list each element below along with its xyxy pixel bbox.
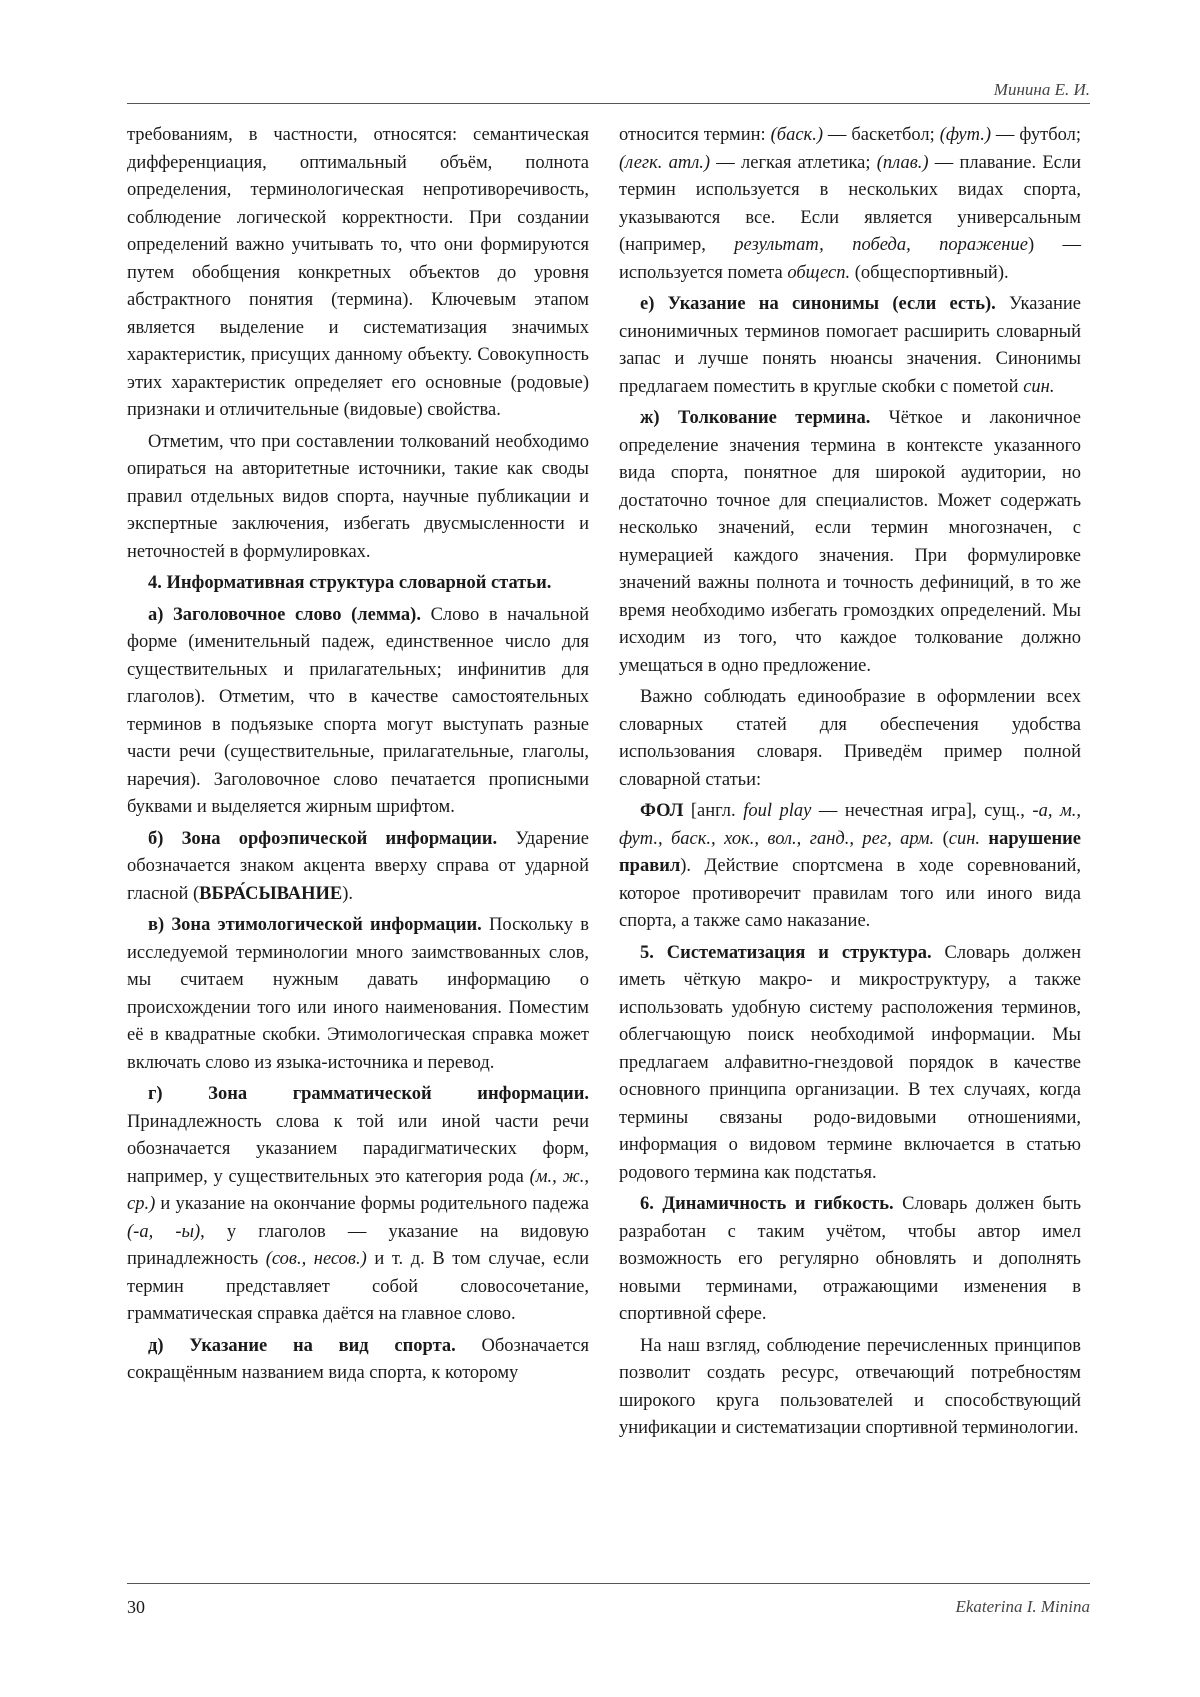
paragraph-section-5: [619, 940, 1081, 1188]
paragraph-text: — легкая атлетика;: [710, 152, 877, 173]
italic-mark: (баск.): [770, 125, 823, 145]
subsection-title: б) Зона орфоэпической информации.: [148, 828, 498, 849]
paragraph-text: ).: [342, 883, 354, 904]
right-column: [619, 122, 1081, 1447]
paragraph-text: относится термин:: [619, 125, 771, 145]
dictionary-entry-example: [619, 798, 1081, 936]
italic-mark: (плав.): [876, 152, 929, 173]
paragraph-text: — баскетбол;: [823, 125, 940, 145]
italic-mark: -а, м., фут., баск., хок., вол., ганд., рег, арм.: [619, 801, 1082, 849]
section-title: 4. Информативная структура словарной статьи.: [148, 573, 552, 593]
paragraph-text: и т. д. В том случае, если термин представляет собой словосочетание, грамматическая справка даётся на главное слово.: [127, 1249, 589, 1324]
paragraph-text: Словарь должен быть разработан с таким учётом, чтобы автор имел возможность его регулярно обновлять и дополнять новыми терминами, отражающими изменения в спортивной сфере.: [619, 1194, 1082, 1324]
paragraph: На наш взгляд, соблюдение перечисленных принципов позволит создать ресурс, отвечающий потребностям широкого круга пользователей и способствующий унификации и систематизации спортивной терминологии.: [619, 1335, 1081, 1438]
page-number: 30: [127, 1597, 145, 1617]
italic-mark: (сов., несов.): [265, 1249, 367, 1269]
paragraph-text: (: [934, 828, 949, 849]
italic-mark: (легк. атл.): [619, 152, 711, 173]
paragraph-text: Чёткое и лаконичное определение значения термина в контексте указанного вида спорта, понятное для широкой аудитории, но достаточно точное для специалистов. Может содержать несколько значений, если термин многозначен, с нумерацией каждого значения. При формулировке значений важны полнота и точность дефиниций, в то же время необходимо избегать громоздких определений. Мы исходим из того, что каждое толкование должно умещаться в одно предложение.: [619, 408, 1082, 676]
paragraph-grammar: [127, 1081, 589, 1329]
paragraph-text: — футбол;: [991, 125, 1082, 145]
left-column: [127, 122, 589, 1392]
paragraph-section-6: [619, 1191, 1081, 1329]
subsection-title: г) Зона грамматической информации.: [148, 1084, 589, 1104]
paragraph-etymology: [127, 912, 589, 1077]
paragraph-orthoepic: [127, 826, 589, 909]
example-term: ВБРА́СЫВАНИЕ: [199, 883, 343, 904]
section-heading-4: [127, 570, 589, 598]
section-title: 6. Динамичность и гибкость.: [640, 1194, 894, 1214]
paragraph-text: и указание на окончание формы родительного падежа: [155, 1194, 589, 1214]
italic-mark: результат, победа, поражение: [734, 235, 1028, 255]
paragraph-text: Обозначается сокращённым названием вида спорта, к которому: [127, 1335, 589, 1383]
italic-mark: (-а, -ы): [127, 1221, 201, 1242]
paragraph-text: ) — используется помета: [619, 235, 1082, 283]
italic-mark: син.: [1023, 376, 1055, 397]
subsection-title: е) Указание на синонимы (если есть).: [640, 294, 996, 314]
paragraph-text: Указание синонимичных терминов помогает расширить словарный запас и лучше понять нюансы значения. Синонимы предлагаем поместить в круглые скобки с пометой: [619, 294, 1081, 397]
paragraph-text: — плавание. Если термин используется в нескольких видах спорта, указываются все. Если является универсальным (например,: [619, 152, 1082, 255]
section-title: 5. Систематизация и структура.: [640, 942, 932, 963]
paragraph-text: Поскольку в исследуемой терминологии много заимствованных слов, мы считаем нужным давать информацию о происхождении того или иного наименования. Поместим её в квадратные скобки. Этимологическая справка может включать слово из языка-источника и перевод.: [127, 915, 590, 1073]
paragraph-text: Словарь должен иметь чёткую макро- и микроструктуру, а также использовать удобную систему расположения терминов, облегчающую поиск необходимой информации. Мы предлагаем алфавитно-гнездовой порядок в качестве основного принципа организации. В тех случаях, когда термины связаны родо-видовыми отношениями, информация о видовом термине включается в статью родового термина как подстатья.: [619, 942, 1081, 1183]
running-head: Минина Е. И.: [993, 80, 1090, 99]
paragraph: требованиям, в частности, относятся: семантическая дифференциация, оптимальный объём, полнота определения, терминологическая непротиворечивость, соблюдение логической корректности. При создании определений важно учитывать то, что они формируются путем обобщения конкретных объектов до уровня абстрактного понятия (термина). Ключевым этапом является выделение и систематизация значимых характеристик, присущих данному объекту. Совокупность этих характеристик определяет его основные (родовые) признаки и отличительные (видовые) свойства.: [127, 125, 589, 420]
italic-mark: син.: [948, 828, 980, 849]
headword: ФОЛ: [640, 801, 684, 821]
paragraph-text: [англ.: [683, 801, 744, 821]
italic-mark: (м., ж., ср.): [127, 1166, 590, 1214]
subsection-title: ж) Толкование термина.: [640, 408, 871, 428]
paragraph: Отметим, что при составлении толкований необходимо опираться на авторитетные источники, такие как своды правил отдельных видов спорта, научные публикации и экспертные заключения, избегать двусмысленности и неточностей в формулировках.: [127, 431, 589, 562]
paragraph-sport: [127, 1333, 589, 1388]
subsection-title: д) Указание на вид спорта.: [148, 1335, 456, 1356]
italic-mark: (фут.): [939, 125, 991, 145]
paragraph-text: — нечестная игра], сущ.,: [811, 801, 1033, 821]
footer-rule: [127, 1583, 1090, 1584]
paragraph-synonyms: [619, 291, 1081, 401]
paragraph-text: (общеспортивный).: [850, 262, 1009, 283]
italic-mark: общесп.: [787, 262, 851, 283]
paragraph-text: Ударение обозначается знаком акцента вверху справа от ударной гласной (: [127, 828, 589, 904]
paragraph-text: ). Действие спортсмена в ходе соревнований, которое противоречит правилам того или иного вида спорта, а также само наказание.: [619, 856, 1081, 931]
paragraph-definition: [619, 405, 1081, 680]
paragraph-text: Слово в начальной форме (именительный падеж, единственное число для существительных и прилагательных; инфинитив для глаголов). Отметим, что в качестве самостоятельных терминов в подъязыке спорта могут выступать разные части речи (существительные, прилагательные, глаголы, наречия). Заголовочное слово печатается прописными буквами и выделяется жирным шрифтом.: [127, 604, 589, 817]
synonym-term: нарушение правил: [619, 828, 1081, 876]
paragraph-sport-continued: [619, 122, 1081, 287]
footer-author: Ekaterina I. Minina: [955, 1597, 1090, 1616]
paragraph-lemma: [127, 602, 589, 822]
subsection-title: а) Заголовочное слово (лемма).: [148, 604, 421, 625]
header-rule: [127, 103, 1090, 104]
subsection-title: в) Зона этимологической информации.: [148, 915, 482, 935]
italic-mark: foul play: [743, 801, 812, 821]
paragraph: Важно соблюдать единообразие в оформлении всех словарных статей для обеспечения удобства использования словаря. Приведём пример полной словарной статьи:: [619, 687, 1081, 790]
paragraph-text: , у глаголов — указание на видовую принадлежность: [127, 1221, 589, 1269]
paragraph-text: Принадлежность слова к той или иной части речи обозначается указанием парадигматических форм, например, у существительных это категория рода: [127, 1111, 589, 1187]
